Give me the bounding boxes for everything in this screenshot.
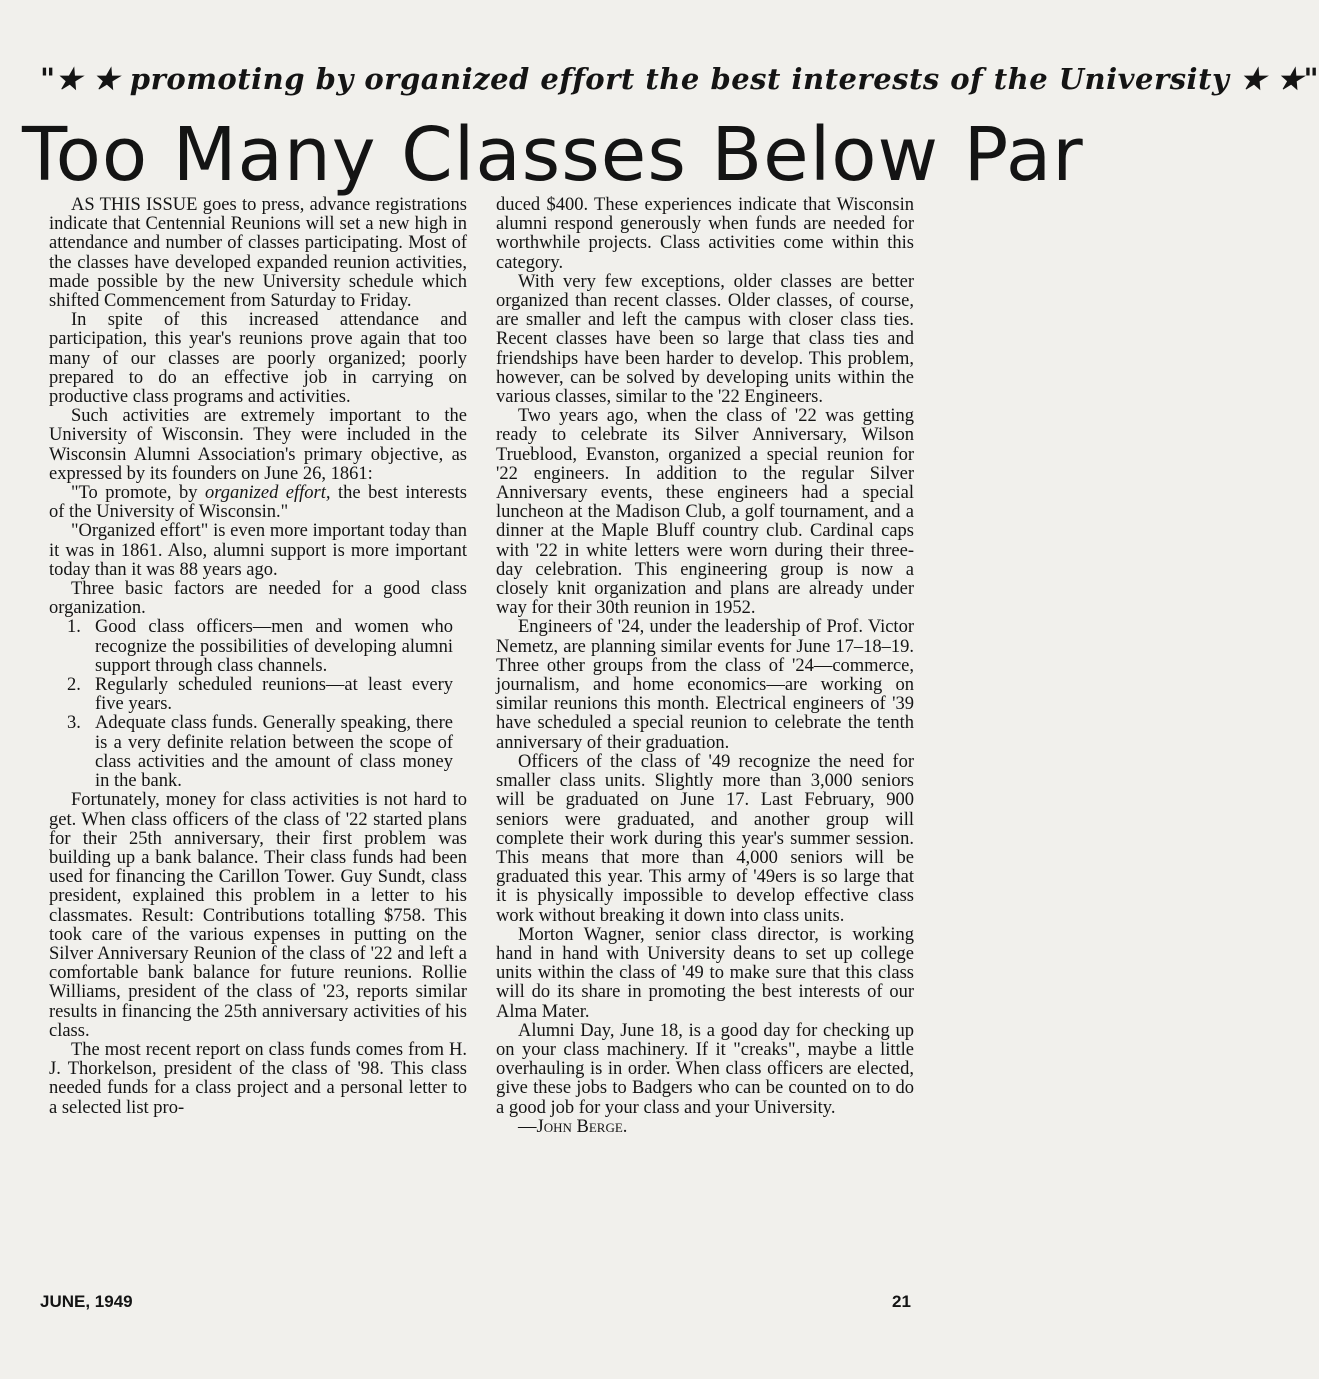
founders-quote [49, 484, 467, 522]
article-paragraph: duced $400. These experiences indicate that Wisconsin alumni respond generously when funds are needed for worthwhile projects. Class activities come within this category. [496, 195, 914, 273]
article-paragraph: In spite of this increased attendance and participation, this year's reunions prove again that too many of our classes are poorly organized; poorly prepared to do an effective job in carrying on productive class programs and activities. [49, 310, 467, 408]
article-paragraph: The most recent report on class funds comes from H. J. Thorkelson, president of the class of '98. This class needed funds for a class project and a personal letter to a selected list pro- [49, 1039, 467, 1118]
factor-text: Adequate class funds. Generally speaking, there is a very definite relation between the scope of class activities and the amount of class money in the bank. [95, 713, 453, 792]
factor-number: 3. [67, 713, 81, 734]
article-paragraph: Engineers of '24, under the leadership of Prof. Victor Nemetz, are planning similar events for June 17–18–19. Three other groups from the class of '24—commerce, journalism, and home economics—are working on similar reunions this month. Electrical engineers of '39 have scheduled a special reunion to celebrate the tenth anniversary of their graduation. [496, 617, 914, 753]
factor-number: 2. [67, 675, 81, 696]
factor-text: Regularly scheduled reunions—at least every five years. [95, 675, 453, 715]
page-number: 21 [892, 1292, 911, 1311]
article-title: Too Many Classes Below Par [22, 112, 1084, 198]
factor-number: 1. [67, 617, 81, 638]
author-signature: —John Berge. [518, 1116, 628, 1137]
factor-item [49, 714, 467, 791]
masthead-motto: "★ ★ promoting by organized effort the best interests of the University ★ ★" [40, 62, 1319, 96]
quote-emphasis: organized effort, [205, 483, 331, 504]
article-paragraph: Officers of the class of '49 recognize the need for smaller class units. Slightly more than 3,000 seniors will be graduated on June 17. Last February, 900 seniors were graduated, and another group will complete their work during this year's summer session. This means that more than 4,000 seniors will be graduated this year. This army of '49ers is so large that it is physically impossible to develop effective class work without breaking it down into class units. [496, 751, 914, 926]
factor-item [49, 676, 467, 714]
article-column-left [49, 196, 467, 1118]
factor-list [49, 618, 467, 791]
article-paragraph: With very few exceptions, older classes are better organized than recent classes. Older classes, of course, are smaller and left the campus with closer class ties. Recent classes have been so large that class ties and friendships have been harder to develop. This problem, however, can be solved by developing units within the various classes, similar to the '22 Engineers. [496, 271, 914, 408]
quote-text: "To promote, by [71, 483, 206, 504]
article-paragraph: Morton Wagner, senior class director, is working hand in hand with University deans to set up college units within the class of '49 to make sure that this class will do its share in promoting the best interests of our Alma Mater. [496, 924, 914, 1022]
article-paragraph: AS THIS ISSUE goes to press, advance registrations indicate that Centennial Reunions will set a new high in attendance and number of classes participating. Most of the classes have developed expanded reunion activities, made possible by the new University schedule which shifted Commencement from Saturday to Friday. [49, 195, 467, 312]
factor-text: Good class officers—men and women who recognize the possibilities of developing alumni support through class channels. [95, 617, 453, 676]
factor-item [49, 618, 467, 676]
issue-date: JUNE, 1949 [40, 1292, 133, 1311]
article-paragraph: Two years ago, when the class of '22 was getting ready to celebrate its Silver Anniversary, Wilson Trueblood, Evanston, organized a special reunion for '22 engineers. In addition to the regular Silver Anniversary events, these engineers had a special luncheon at the Madison Club, a golf tournament, and a dinner at the Maple Bluff country club. Cardinal caps with '22 in white letters were worn during their three-day celebration. This engineering group is now a closely knit organization and plans are already under way for their 30th reunion in 1952. [496, 406, 914, 619]
article-paragraph: Such activities are extremely important to the University of Wisconsin. They were included in the Wisconsin Alumni Association's primary objective, as expressed by its founders on June 26, 1861: [49, 406, 467, 484]
quote-text: the best interests of the University of Wisconsin." [49, 483, 467, 523]
article-column-right [496, 196, 914, 1137]
article-paragraph: Alumni Day, June 18, is a good day for checking up on your class machinery. If it "creaks", maybe a little overhauling is in order. When class officers are elected, give these jobs to Badgers who can be counted on to do a good job for your class and your University. [496, 1020, 914, 1118]
article-paragraph: Three basic factors are needed for a good class organization. [49, 579, 467, 619]
article-paragraph: "Organized effort" is even more important today than it was in 1861. Also, alumni support is more important today than it was 88 years ago. [49, 521, 467, 580]
article-paragraph: Fortunately, money for class activities is not hard to get. When class officers of the class of '22 started plans for their 25th anniversary, their first problem was building up a bank balance. Their class funds had been used for financing the Carillon Tower. Guy Sundt, class president, explained this problem in a letter to his classmates. Result: Contributions totalling $758. This took care of the various expenses in putting on the Silver Anniversary Reunion of the class of '22 and left a comfortable bank balance for future reunions. Rollie Williams, president of the class of '23, reports similar results in financing the 25th anniversary activities of his class. [49, 790, 467, 1041]
